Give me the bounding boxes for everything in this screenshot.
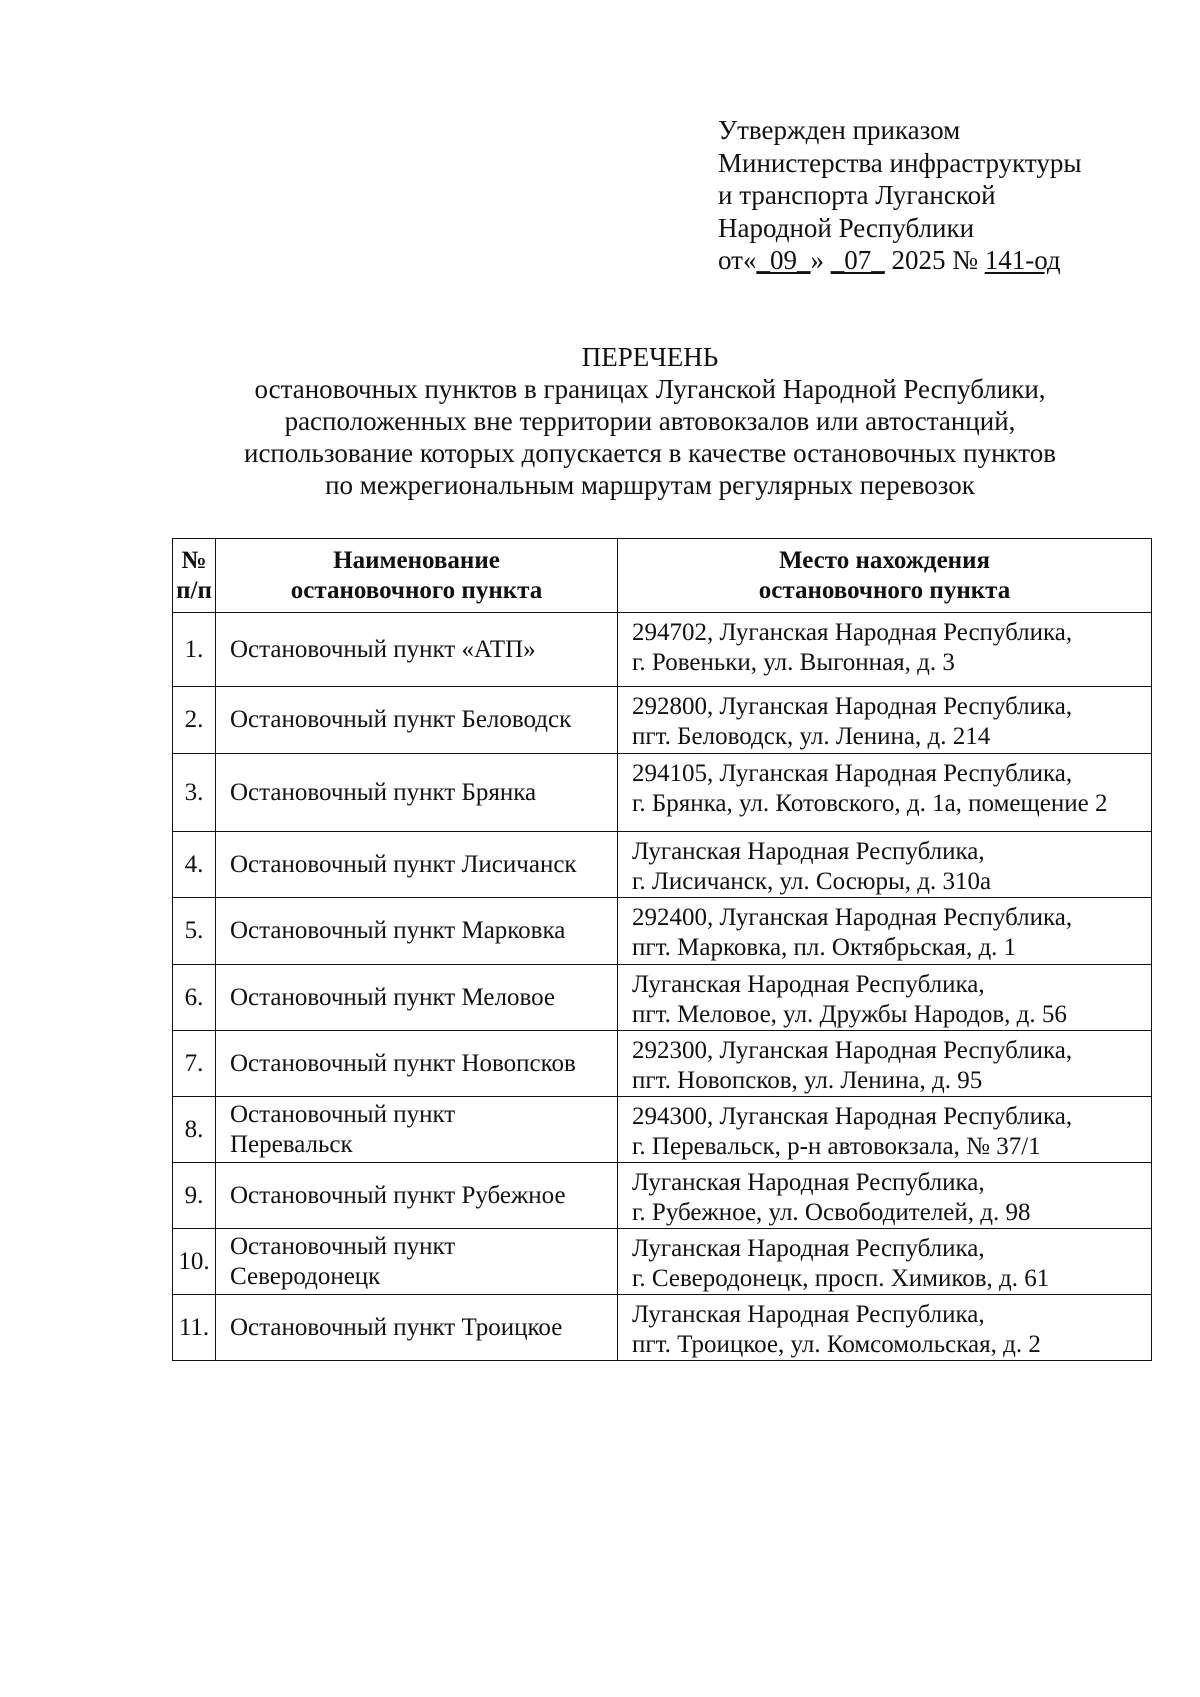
row-number: 8. [173, 1097, 216, 1163]
table-body [173, 613, 1152, 1361]
address-line: Луганская Народная Республика, [632, 1301, 985, 1328]
stop-address [618, 898, 1152, 965]
document-heading [100, 341, 1200, 501]
stop-name [216, 832, 618, 898]
stop-name [216, 1229, 618, 1295]
stop-address [618, 754, 1152, 832]
address-line: Луганская Народная Республика, [632, 1169, 985, 1196]
stop-name-line: Остановочный пункт [230, 1100, 456, 1128]
stop-name-line: Остановочный пункт Рубежное [230, 1181, 566, 1209]
header-location: Место нахождения остановочного пункта [618, 539, 1152, 613]
stop-name-line: Остановочный пункт «АТП» [230, 635, 536, 663]
address-line: 294105, Луганская Народная Республика, [632, 760, 1073, 787]
approval-line: и транспорта Луганской [718, 180, 996, 210]
document-title: ПЕРЕЧЕНЬ [581, 342, 719, 372]
stop-name-line: Остановочный пункт Новопсков [230, 1049, 576, 1077]
stop-address [618, 1163, 1152, 1229]
table-row [173, 1295, 1152, 1361]
approval-line: Народной Республики [718, 212, 975, 243]
stop-name [216, 1031, 618, 1097]
stop-address [618, 1097, 1152, 1163]
stop-address [618, 613, 1152, 687]
document-subtitle-line: использование которых допускается в качестве остановочных пунктов [244, 438, 1056, 468]
row-number: 7. [173, 1031, 216, 1097]
stop-name-line: Остановочный пункт [230, 1232, 456, 1260]
date-prefix: от« [718, 245, 757, 275]
address-line: 292300, Луганская Народная Республика, [632, 1037, 1073, 1064]
approval-block [718, 114, 1082, 277]
row-number: 6. [173, 965, 216, 1031]
table-row [173, 687, 1152, 754]
table-row [173, 832, 1152, 898]
date-month: _07_ [830, 245, 885, 275]
address-line: г. Ровеньки, ул. Выгонная, д. 3 [632, 649, 955, 676]
stop-name [216, 898, 618, 965]
table-row [173, 754, 1152, 832]
date-year-no: 2025 № [884, 245, 985, 275]
stop-name-line: Остановочный пункт Беловодск [230, 706, 572, 733]
date-day: _09_ [756, 245, 811, 275]
address-line: Луганская Народная Республика, [632, 971, 985, 998]
address-line: пгт. Марковка, пл. Октябрьская, д. 1 [632, 934, 1017, 961]
document-subtitle-line: по межрегиональным маршрутам регулярных перевозок [325, 470, 975, 500]
address-line: 292400, Луганская Народная Республика, [632, 904, 1073, 931]
row-number: 2. [173, 687, 216, 754]
row-number: 5. [173, 898, 216, 965]
address-line: пгт. Беловодск, ул. Ленина, д. 214 [632, 723, 991, 750]
row-number: 10. [173, 1229, 216, 1295]
stop-address [618, 1295, 1152, 1361]
stop-name-line: Остановочный пункт Марковка [230, 917, 566, 944]
stop-address [618, 965, 1152, 1031]
approval-line: Министерства инфраструктуры [718, 147, 1082, 178]
order-number: 141-од [984, 245, 1061, 275]
document-subtitle-line: расположенных вне территории автовокзалов или автостанций, [284, 406, 1016, 436]
address-line: пгт. Меловое, ул. Дружбы Народов, д. 56 [632, 1001, 1067, 1028]
table-row [173, 898, 1152, 965]
table-row [173, 1031, 1152, 1097]
stop-name-line: Перевальск [230, 1130, 353, 1158]
address-line: г. Рубежное, ул. Освободителей, д. 98 [632, 1199, 1031, 1226]
table-row [173, 1097, 1152, 1163]
stop-name-line: Остановочный пункт Меловое [230, 983, 555, 1011]
address-line: пгт. Троицкое, ул. Комсомольская, д. 2 [632, 1331, 1041, 1358]
address-line: г. Перевальск, р-н автовокзала, № 37/1 [632, 1133, 1041, 1160]
table-row [173, 613, 1152, 687]
address-line: 294702, Луганская Народная Республика, [632, 619, 1073, 646]
address-line: пгт. Новопсков, ул. Ленина, д. 95 [632, 1067, 983, 1094]
stop-name [216, 754, 618, 832]
stop-name-line: Остановочный пункт Лисичанск [230, 850, 577, 878]
stop-address [618, 1229, 1152, 1295]
stop-name [216, 613, 618, 687]
address-line: Луганская Народная Республика, [632, 1235, 985, 1262]
table-row [173, 1229, 1152, 1295]
stop-name [216, 1097, 618, 1163]
address-line: Луганская Народная Республика, [632, 838, 985, 865]
table-row [173, 1163, 1152, 1229]
stop-address [618, 687, 1152, 754]
address-line: 292800, Луганская Народная Республика, [632, 693, 1073, 720]
stop-name [216, 965, 618, 1031]
row-number: 11. [173, 1295, 216, 1361]
stop-name [216, 1295, 618, 1361]
header-number: № п/п [173, 539, 216, 613]
stop-address [618, 1031, 1152, 1097]
address-line: г. Брянка, ул. Котовского, д. 1а, помещение 2 [632, 790, 1108, 817]
row-number: 9. [173, 1163, 216, 1229]
date-mid: » [810, 245, 831, 275]
address-line: г. Северодонецк, просп. Химиков, д. 61 [632, 1265, 1050, 1292]
address-line: г. Лисичанск, ул. Сосюры, д. 310а [632, 868, 992, 895]
header-name: Наименование остановочного пункта [216, 539, 618, 613]
stops-table [172, 538, 1152, 1361]
stop-name-line: Северодонецк [230, 1262, 381, 1290]
address-line: 294300, Луганская Народная Республика, [632, 1103, 1073, 1130]
document-subtitle-line: остановочных пунктов в границах Луганской Народной Республики, [254, 374, 1046, 404]
stop-name-line: Остановочный пункт Брянка [230, 778, 537, 806]
stop-name [216, 687, 618, 754]
stop-name [216, 1163, 618, 1229]
stop-name-line: Остановочный пункт Троицкое [230, 1313, 563, 1341]
approval-date-line [718, 244, 1082, 277]
row-number: 1. [173, 613, 216, 687]
row-number: 3. [173, 754, 216, 832]
approval-line: Утвержден приказом [718, 115, 961, 145]
table-row [173, 965, 1152, 1031]
row-number: 4. [173, 832, 216, 898]
table-header-row [173, 539, 1152, 613]
stop-address [618, 832, 1152, 898]
